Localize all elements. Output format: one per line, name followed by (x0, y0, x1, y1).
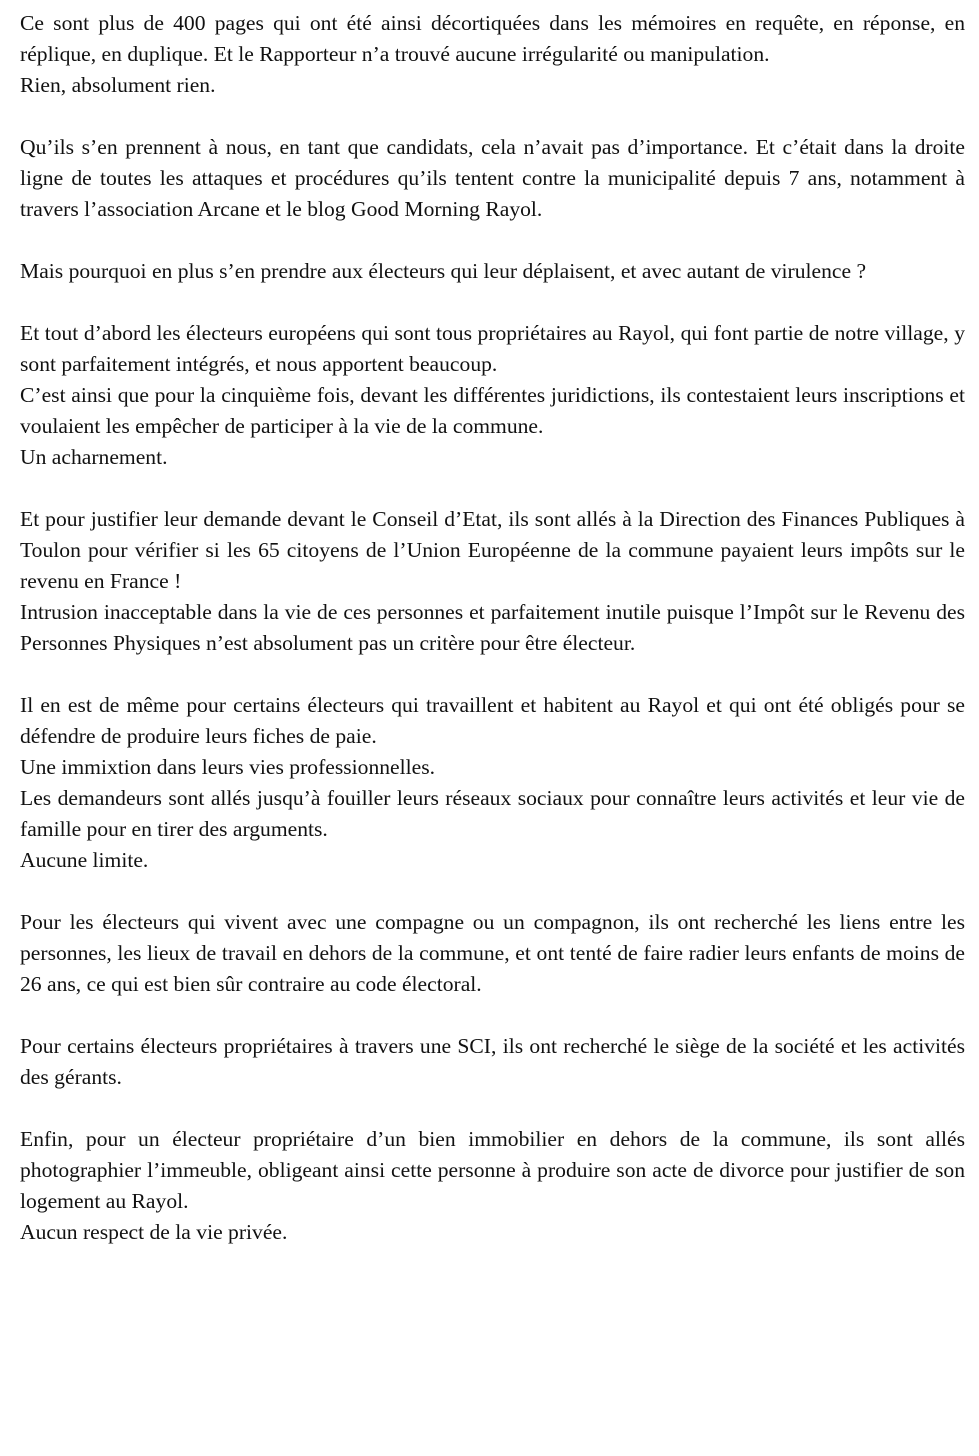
text-line: Et pour justifier leur demande devant le Conseil d’Etat, ils sont allés à la Direction des Finances Publiques à Toulon pour vérifier si les 65 citoyens de l’Union Européenne de la commune payaient leurs impôts sur le revenu en France ! (20, 507, 965, 593)
paragraph-9 (20, 1124, 965, 1248)
text-line: Qu’ils s’en prennent à nous, en tant que candidats, cela n’avait pas d’importance. Et c’était dans la droite ligne de toutes les attaques et procédures qu’ils tentent contre la municipalité depuis 7 ans, notamment à travers l’association Arcane et le blog Good Morning Rayol. (20, 135, 965, 221)
paragraph-5 (20, 504, 965, 659)
text-line: Il en est de même pour certains électeurs qui travaillent et habitent au Rayol et qui ont été obligés pour se défendre de produire leurs fiches de paie. (20, 693, 965, 748)
text-line: C’est ainsi que pour la cinquième fois, devant les différentes juridictions, ils contestaient leurs inscriptions et voulaient les empêcher de participer à la vie de la commune. (20, 383, 965, 438)
text-line: Pour les électeurs qui vivent avec une compagne ou un compagnon, ils ont recherché les liens entre les personnes, les lieux de travail en dehors de la commune, et ont tenté de faire radier leurs enfants de moins de 26 ans, ce qui est bien sûr contraire au code électoral. (20, 910, 965, 996)
paragraph-2 (20, 132, 965, 225)
text-line: Une immixtion dans leurs vies professionnelles. (20, 755, 436, 779)
text-line: Rien, absolument rien. (20, 73, 216, 97)
paragraph-8 (20, 1031, 965, 1093)
text-line: Pour certains électeurs propriétaires à travers une SCI, ils ont recherché le siège de la société et les activités des gérants. (20, 1034, 965, 1089)
text-line: Mais pourquoi en plus s’en prendre aux électeurs qui leur déplaisent, et avec autant de virulence ? (20, 259, 867, 283)
paragraph-1 (20, 8, 965, 101)
text-line: Et tout d’abord les électeurs européens qui sont tous propriétaires au Rayol, qui font partie de notre village, y sont parfaitement intégrés, et nous apportent beaucoup. (20, 321, 965, 376)
paragraph-6 (20, 690, 965, 876)
text-line: Ce sont plus de 400 pages qui ont été ainsi décortiquées dans les mémoires en requête, en réponse, en réplique, en duplique. Et le Rapporteur n’a trouvé aucune irrégularité ou manipulation. (20, 11, 965, 66)
text-line: Aucune limite. (20, 848, 149, 872)
text-line: Les demandeurs sont allés jusqu’à fouiller leurs réseaux sociaux pour connaître leurs activités et leur vie de famille pour en tirer des arguments. (20, 786, 965, 841)
paragraph-4 (20, 318, 965, 473)
paragraph-3 (20, 256, 965, 287)
paragraph-7 (20, 907, 965, 1000)
document-body (20, 8, 965, 1248)
text-line: Aucun respect de la vie privée. (20, 1220, 288, 1244)
text-line: Un acharnement. (20, 445, 168, 469)
text-line: Enfin, pour un électeur propriétaire d’un bien immobilier en dehors de la commune, ils sont allés photographier l’immeuble, obligeant ainsi cette personne à produire son acte de divorce pour justifier de son logement au Rayol. (20, 1127, 965, 1213)
text-line: Intrusion inacceptable dans la vie de ces personnes et parfaitement inutile puisque l’Impôt sur le Revenu des Personnes Physiques n’est absolument pas un critère pour être électeur. (20, 600, 965, 655)
